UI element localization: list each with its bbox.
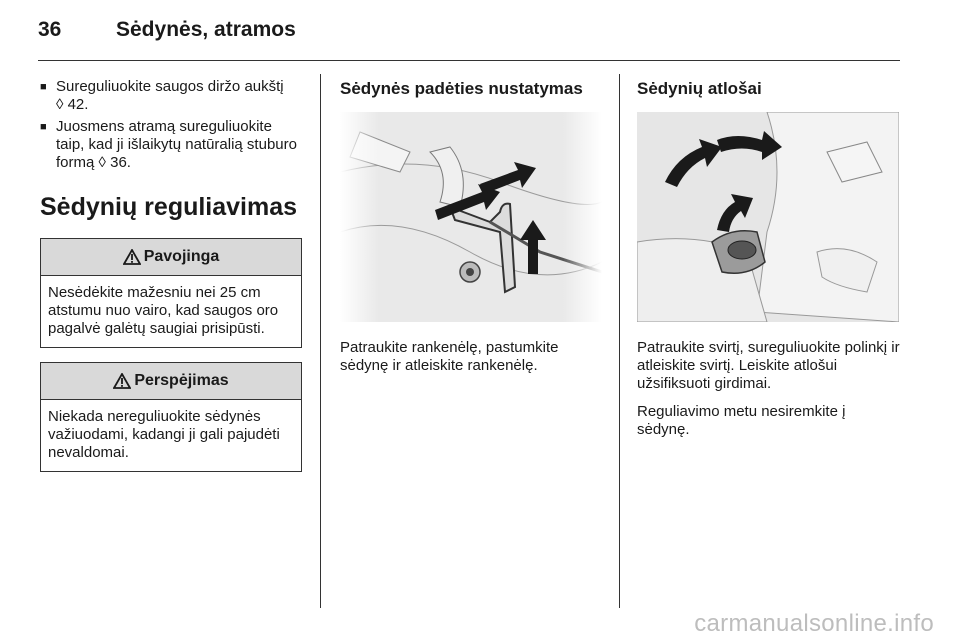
- watermark: carmanualsonline.info: [694, 610, 934, 637]
- bullet-item: [40, 78, 302, 114]
- caution-box: [40, 362, 302, 472]
- column-1: [40, 78, 302, 486]
- caution-box-header: [41, 363, 301, 400]
- warning-triangle-icon: [123, 249, 141, 265]
- instruction-text: Patraukite svirtį, sureguliuokite polinkį ir atleiskite svirtį. Leiskite atlošui užsifiksuoti girdimai.: [637, 339, 900, 392]
- note-text: Reguliavimo metu nesiremkite į sėdynę.: [637, 403, 846, 438]
- section-subtitle: Sėdynės padėties nustatymas: [340, 79, 583, 98]
- page-header: [38, 18, 296, 42]
- column-2: [340, 78, 602, 385]
- caution-title: Perspėjimas: [134, 372, 229, 389]
- danger-box-header: [41, 239, 301, 276]
- header-rule: [38, 60, 900, 61]
- reference-arrow-icon: ◊: [56, 96, 64, 113]
- seat-adjust-handle-illustration: [340, 112, 602, 322]
- bullet-text: Sureguliuokite saugos diržo aukštį: [56, 78, 284, 95]
- bullet-item: [40, 118, 302, 172]
- reference-arrow-icon: ◊: [98, 154, 106, 171]
- column-divider-1: [320, 74, 321, 608]
- section-subtitle: Sėdynių atlošai: [637, 79, 762, 98]
- danger-box: [40, 238, 302, 348]
- bullet-square-icon: ■: [40, 81, 47, 93]
- danger-text: Nesėdėkite mažesniu nei 25 cm atstumu nuo vairo, kad saugos oro pagalvė galėtų saugiai prisipūsti.: [48, 284, 279, 337]
- page-title: Sėdynės, atramos: [116, 18, 296, 41]
- caution-text: Niekada nereguliuokite sėdynės važiuodami, kadangi ji gali pajudėti nevaldomai.: [48, 408, 280, 461]
- page-reference-link[interactable]: 42.: [67, 96, 89, 113]
- page-reference-link[interactable]: 36.: [110, 154, 131, 171]
- column-3: [637, 78, 901, 449]
- seat-backrest-lever-illustration: [637, 112, 899, 322]
- danger-title: Pavojinga: [143, 248, 220, 265]
- warning-triangle-icon: [113, 373, 131, 389]
- bullet-square-icon: ■: [40, 121, 47, 133]
- bullet-text: Juosmens atramą sureguliuokite taip, kad ji išlaikytų natūralią stuburo formą: [56, 118, 297, 171]
- section-title: Sėdynių reguliavimas: [40, 193, 298, 221]
- instruction-text: Patraukite rankenėlę, pastumkite sėdynę ir atleiskite rankenėlę.: [340, 339, 559, 374]
- column-divider-2: [619, 74, 620, 608]
- page-number: 36: [38, 18, 62, 41]
